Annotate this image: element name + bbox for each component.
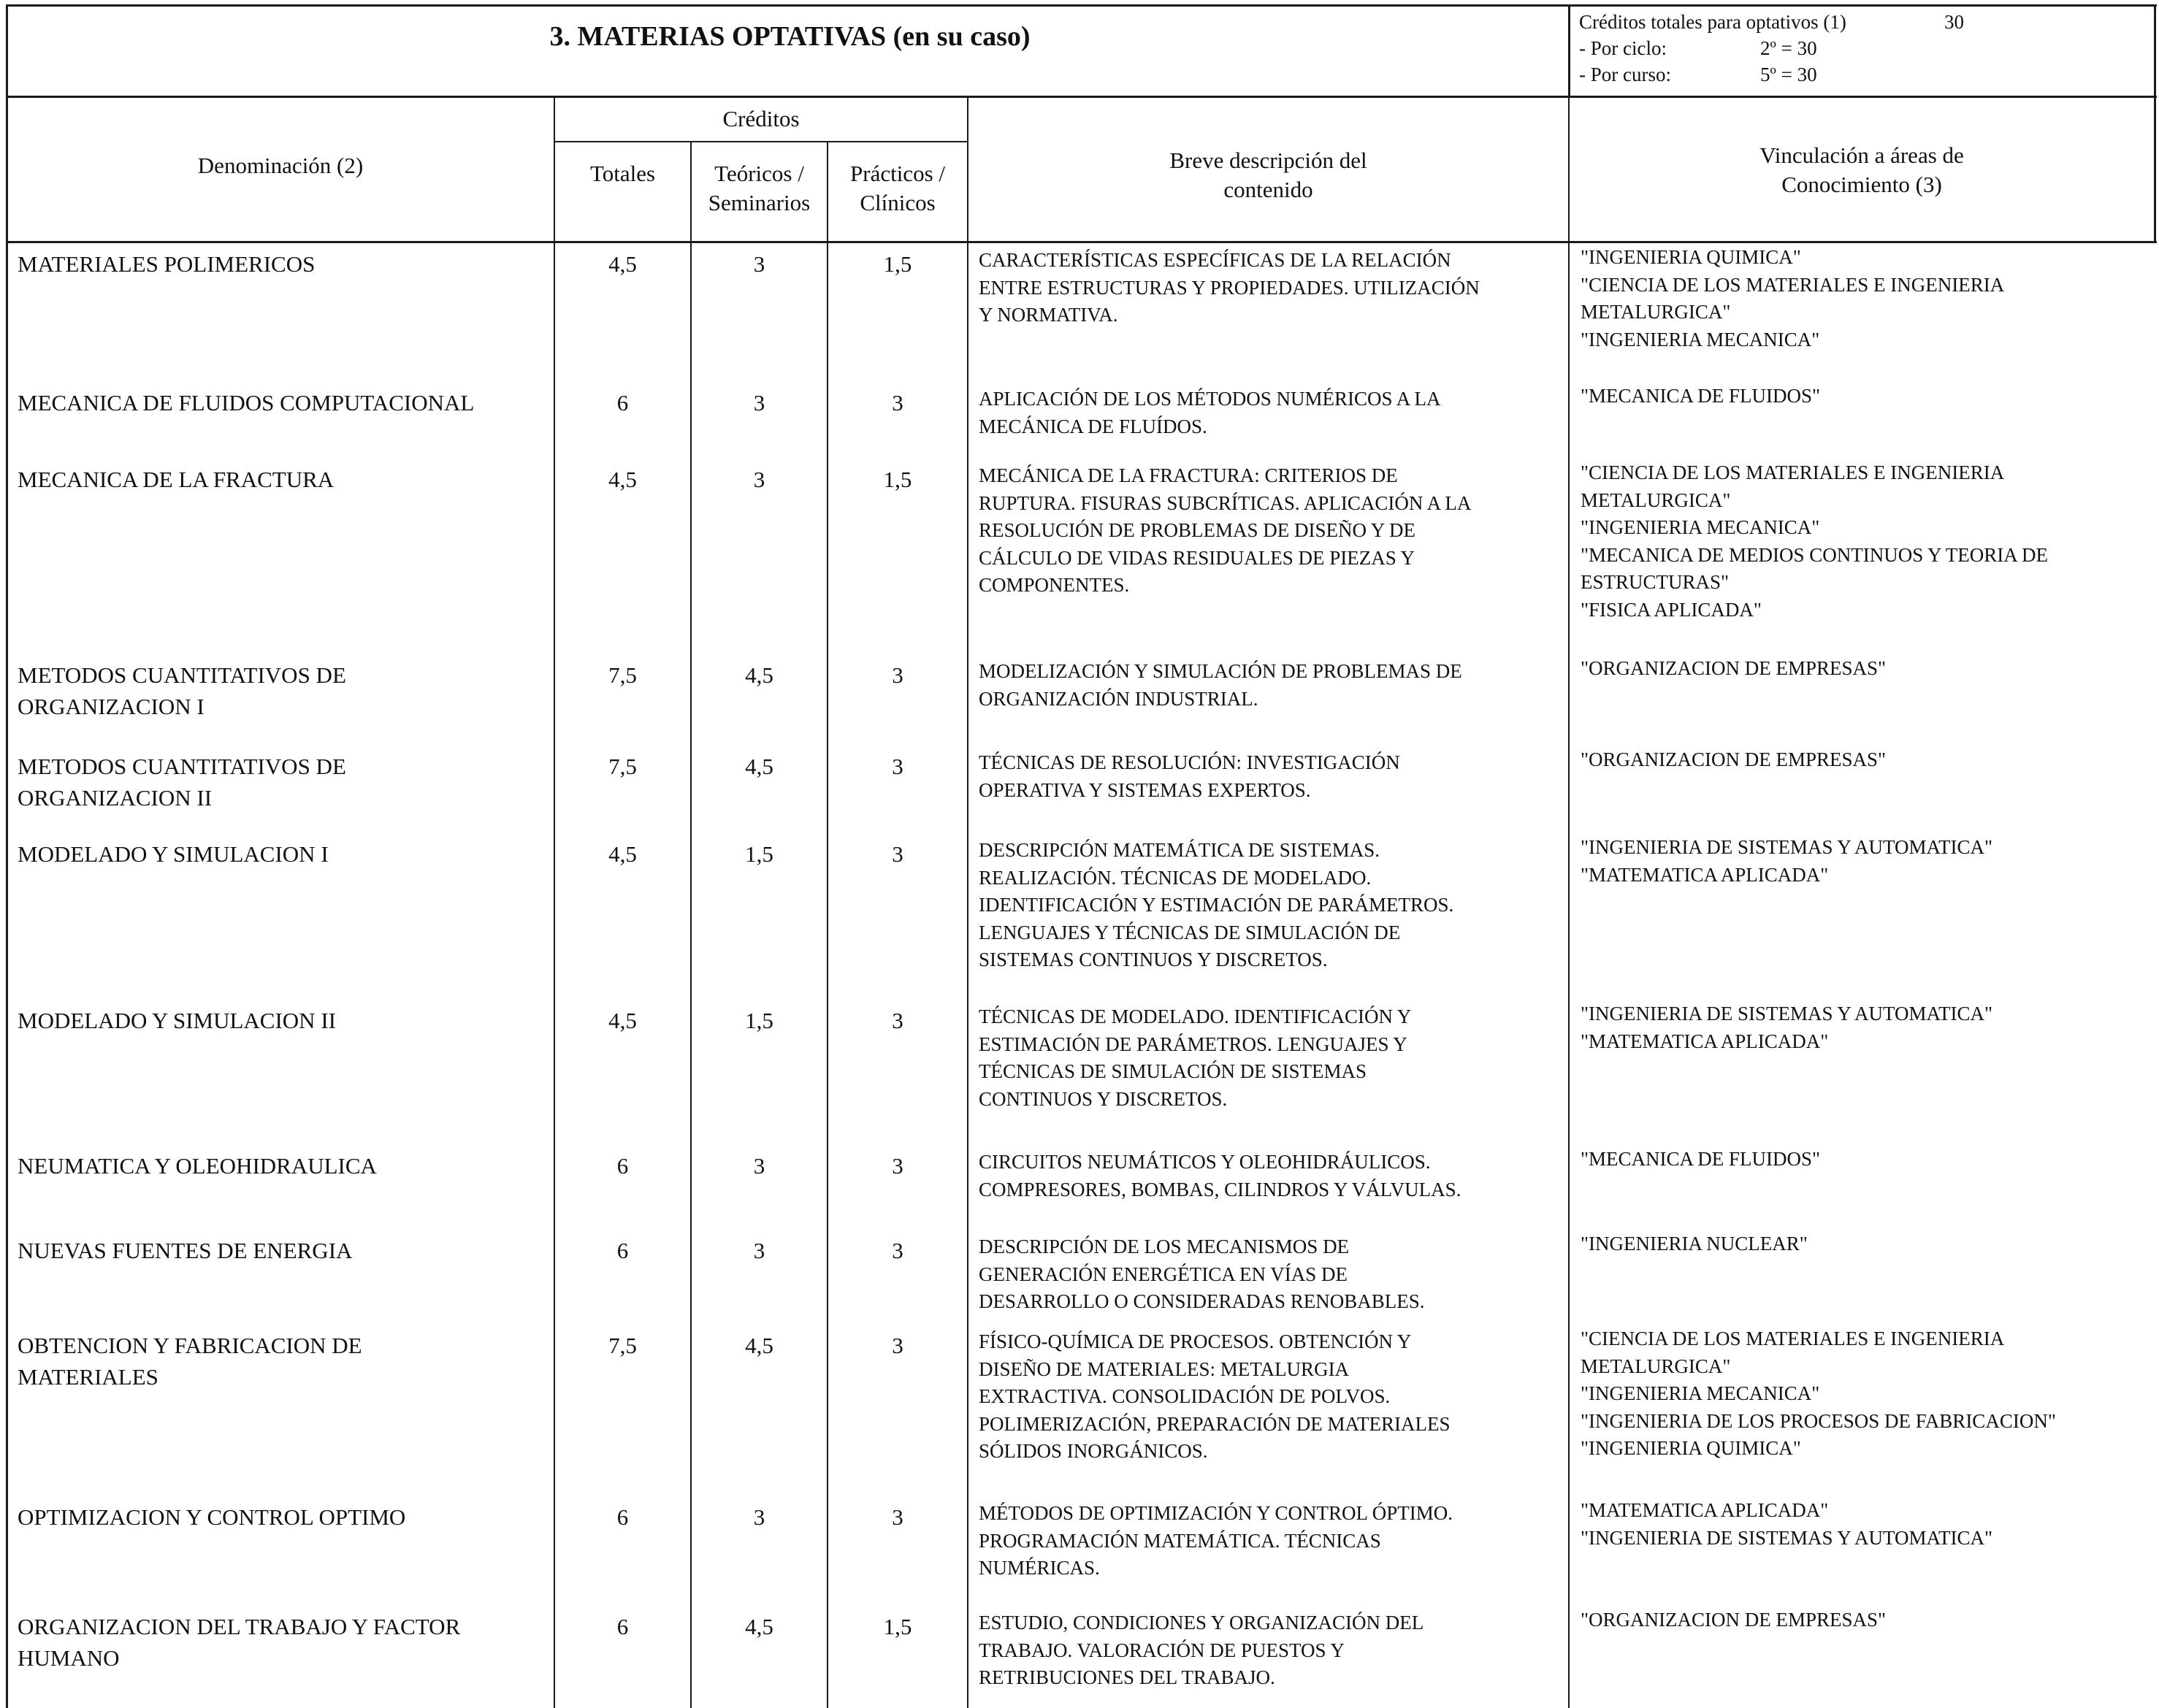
subject-name: METODOS CUANTITATIVOS DE ORGANIZACION II — [18, 754, 346, 811]
subject-name: NUEVAS FUENTES DE ENERGIA — [18, 1238, 353, 1263]
column-rule-totales — [690, 141, 692, 1708]
subject-name: MECANICA DE FLUIDOS COMPUTACIONAL — [18, 390, 475, 415]
credits-practicos: 3 — [892, 662, 903, 688]
subject-description: MECÁNICA DE LA FRACTURA: CRITERIOS DE RUPTURA. FISURAS SUBCRÍTICAS. APLICACIÓN A LA RESOLUCIÓN DE PROBLEMAS DE DISEÑO Y DE CÁLCULO DE VIDAS RESIDUALES DE PIEZAS Y COMPONENTES. — [979, 464, 1472, 596]
subject-name: METODOS CUANTITATIVOS DE ORGANIZACION I — [18, 662, 346, 719]
credits-totales: 4,5 — [608, 1008, 637, 1033]
creditos-rule — [554, 141, 968, 142]
subject-description: FÍSICO-QUÍMICA DE PROCESOS. OBTENCIÓN Y DISEÑO DE MATERIALES: METALURGIA EXTRACTIVA. CONSOLIDACIÓN DE POLVOS. POLIMERIZACIÓN, PREPARACIÓN DE MATERIALES SÓLIDOS INORGÁNICOS. — [979, 1330, 1451, 1462]
summary-totales-value: 30 — [1944, 11, 1964, 33]
credits-teoricos: 3 — [753, 467, 765, 492]
summary-curso-row — [1579, 61, 1846, 88]
column-rule-descripcion — [1568, 96, 1570, 1708]
subject-description: MODELIZACIÓN Y SIMULACIÓN DE PROBLEMAS DE ORGANIZACIÓN INDUSTRIAL. — [979, 660, 1462, 710]
credits-summary — [1579, 9, 1964, 88]
column-rule-practicos — [967, 96, 968, 1708]
credits-totales: 4,5 — [608, 467, 637, 492]
subject-name: OPTIMIZACION Y CONTROL OPTIMO — [18, 1504, 406, 1530]
credits-totales: 6 — [616, 1153, 629, 1179]
page-title: 3. MATERIAS OPTATIVAS (en su caso) — [549, 21, 1031, 52]
knowledge-areas: "ORGANIZACION DE EMPRESAS" — [1581, 657, 1887, 679]
header-bottom-rule — [6, 241, 2157, 243]
header-denominacion: Denominación (2) — [197, 153, 364, 178]
subject-description: DESCRIPCIÓN MATEMÁTICA DE SISTEMAS. REALIZACIÓN. TÉCNICAS DE MODELADO. IDENTIFICACIÓN Y ESTIMACIÓN DE PARÁMETROS. LENGUAJES Y TÉCNICAS DE SIMULACIÓN DE SISTEMAS CONTINUOS Y DISCRETOS. — [979, 839, 1454, 970]
knowledge-areas: "INGENIERIA DE SISTEMAS Y AUTOMATICA" "MATEMATICA APLICADA" — [1581, 1003, 1993, 1052]
knowledge-areas: "INGENIERIA QUIMICA" "CIENCIA DE LOS MATERIALES E INGENIERIA METALURGICA" "INGENIERIA MECANICA" — [1581, 246, 2005, 351]
subject-name: NEUMATICA Y OLEOHIDRAULICA — [18, 1153, 377, 1179]
credits-teoricos: 1,5 — [745, 841, 773, 867]
knowledge-areas: "CIENCIA DE LOS MATERIALES E INGENIERIA METALURGICA" "INGENIERIA MECANICA" "INGENIERIA DE LOS PROCESOS DE FABRICACION" "INGENIERIA QUIMICA" — [1581, 1328, 2056, 1459]
credits-practicos: 3 — [892, 754, 903, 779]
credits-practicos: 1,5 — [883, 1614, 912, 1639]
summary-curso-label: - Por curso: — [1579, 64, 1671, 85]
credits-practicos: 3 — [892, 1333, 903, 1358]
credits-practicos: 3 — [892, 841, 903, 867]
subject-description: TÉCNICAS DE RESOLUCIÓN: INVESTIGACIÓN OPERATIVA Y SISTEMAS EXPERTOS. — [979, 751, 1400, 801]
subject-description: DESCRIPCIÓN DE LOS MECANISMOS DE GENERACIÓN ENERGÉTICA EN VÍAS DE DESARROLLO O CONSIDERADAS RENOBABLES. — [979, 1236, 1425, 1312]
credits-totales: 7,5 — [608, 1333, 637, 1358]
subject-name: ORGANIZACION DEL TRABAJO Y FACTOR HUMANO — [18, 1614, 461, 1671]
credits-totales: 6 — [616, 1504, 629, 1530]
knowledge-areas: "MATEMATICA APLICADA" "INGENIERIA DE SISTEMAS Y AUTOMATICA" — [1581, 1499, 1993, 1549]
credits-teoricos: 3 — [753, 1238, 765, 1263]
knowledge-areas: "ORGANIZACION DE EMPRESAS" — [1581, 748, 1887, 770]
header-totales: Totales — [589, 161, 656, 186]
credits-totales: 6 — [616, 1614, 629, 1639]
credits-teoricos: 4,5 — [745, 1333, 773, 1358]
credits-teoricos: 3 — [753, 251, 765, 277]
table-border-right — [2154, 4, 2156, 243]
title-bottom-rule — [6, 96, 2157, 98]
credits-totales: 4,5 — [608, 251, 637, 277]
summary-ciclo-row — [1579, 35, 1846, 61]
credits-practicos: 1,5 — [883, 251, 912, 277]
column-rule-teoricos — [827, 141, 828, 1708]
credits-practicos: 3 — [892, 1008, 903, 1033]
subject-name: MODELADO Y SIMULACION II — [18, 1008, 336, 1033]
credits-totales: 6 — [616, 1238, 629, 1263]
subject-name: MODELADO Y SIMULACION I — [18, 841, 329, 867]
knowledge-areas: "MECANICA DE FLUIDOS" — [1581, 1148, 1821, 1170]
header-teoricos: Teóricos / Seminarios — [708, 161, 811, 215]
subject-description: CARACTERÍSTICAS ESPECÍFICAS DE LA RELACIÓN ENTRE ESTRUCTURAS Y PROPIEDADES. UTILIZACIÓN Y NORMATIVA. — [979, 249, 1480, 326]
credits-totales: 7,5 — [608, 754, 637, 779]
summary-totales-label: Créditos totales para optativos (1) — [1579, 11, 1846, 33]
knowledge-areas: "CIENCIA DE LOS MATERIALES E INGENIERIA METALURGICA" "INGENIERIA MECANICA" "MECANICA DE MEDIOS CONTINUOS Y TEORIA DE ESTRUCTURAS" "FISICA APLICADA" — [1581, 462, 2049, 621]
credits-teoricos: 1,5 — [745, 1008, 773, 1033]
knowledge-areas: "MECANICA DE FLUIDOS" — [1581, 385, 1821, 407]
credits-teoricos: 3 — [753, 1504, 765, 1530]
subject-description: CIRCUITOS NEUMÁTICOS Y OLEOHIDRÁULICOS. COMPRESORES, BOMBAS, CILINDROS Y VÁLVULAS. — [979, 1151, 1461, 1200]
summary-totales-row — [1579, 9, 1964, 35]
header-vinculacion: Vinculación a áreas de Conocimiento (3) — [1759, 142, 1964, 197]
summary-ciclo-value: 2º = 30 — [1760, 37, 1817, 59]
subject-name: MECANICA DE LA FRACTURA — [18, 467, 335, 492]
knowledge-areas: "ORGANIZACION DE EMPRESAS" — [1581, 1609, 1887, 1631]
credits-teoricos: 3 — [753, 390, 765, 415]
credits-totales: 4,5 — [608, 841, 637, 867]
subject-description: ESTUDIO, CONDICIONES Y ORGANIZACIÓN DEL TRABAJO. VALORACIÓN DE PUESTOS Y RETRIBUCIONES DEL TRABAJO. — [979, 1612, 1424, 1688]
credits-teoricos: 4,5 — [745, 662, 773, 688]
table-border-top — [6, 4, 2157, 7]
credits-practicos: 3 — [892, 1504, 903, 1530]
credits-practicos: 3 — [892, 390, 903, 415]
credits-practicos: 1,5 — [883, 467, 912, 492]
credits-teoricos: 3 — [753, 1153, 765, 1179]
subject-name: OBTENCION Y FABRICACION DE MATERIALES — [18, 1333, 362, 1390]
knowledge-areas: "INGENIERIA NUCLEAR" — [1581, 1233, 1808, 1255]
header-practicos: Prácticos / Clínicos — [850, 161, 945, 215]
summary-ciclo-label: - Por ciclo: — [1579, 37, 1667, 59]
header-descripcion: Breve descripción del contenido — [1169, 148, 1367, 202]
credits-practicos: 3 — [892, 1238, 903, 1263]
credits-teoricos: 4,5 — [745, 1614, 773, 1639]
credits-totales: 7,5 — [608, 662, 637, 688]
subject-description: TÉCNICAS DE MODELADO. IDENTIFICACIÓN Y ESTIMACIÓN DE PARÁMETROS. LENGUAJES Y TÉCNICAS DE SIMULACIÓN DE SISTEMAS CONTINUOS Y DISCRETOS. — [979, 1006, 1412, 1110]
subject-name: MATERIALES POLIMERICOS — [18, 251, 316, 277]
summary-curso-value: 5º = 30 — [1760, 64, 1817, 85]
subject-description: MÉTODOS DE OPTIMIZACIÓN Y CONTROL ÓPTIMO. PROGRAMACIÓN MATEMÁTICA. TÉCNICAS NUMÉRICAS. — [979, 1502, 1453, 1579]
knowledge-areas: "INGENIERIA DE SISTEMAS Y AUTOMATICA" "MATEMATICA APLICADA" — [1581, 836, 1993, 886]
credits-practicos: 3 — [892, 1153, 903, 1179]
credits-teoricos: 4,5 — [745, 754, 773, 779]
header-creditos: Créditos — [722, 106, 800, 131]
subject-description: APLICACIÓN DE LOS MÉTODOS NUMÉRICOS A LA MECÁNICA DE FLUÍDOS. — [979, 388, 1441, 437]
column-rule-denominacion — [554, 96, 555, 1708]
credits-totales: 6 — [616, 390, 629, 415]
table-border-left — [6, 4, 8, 1708]
